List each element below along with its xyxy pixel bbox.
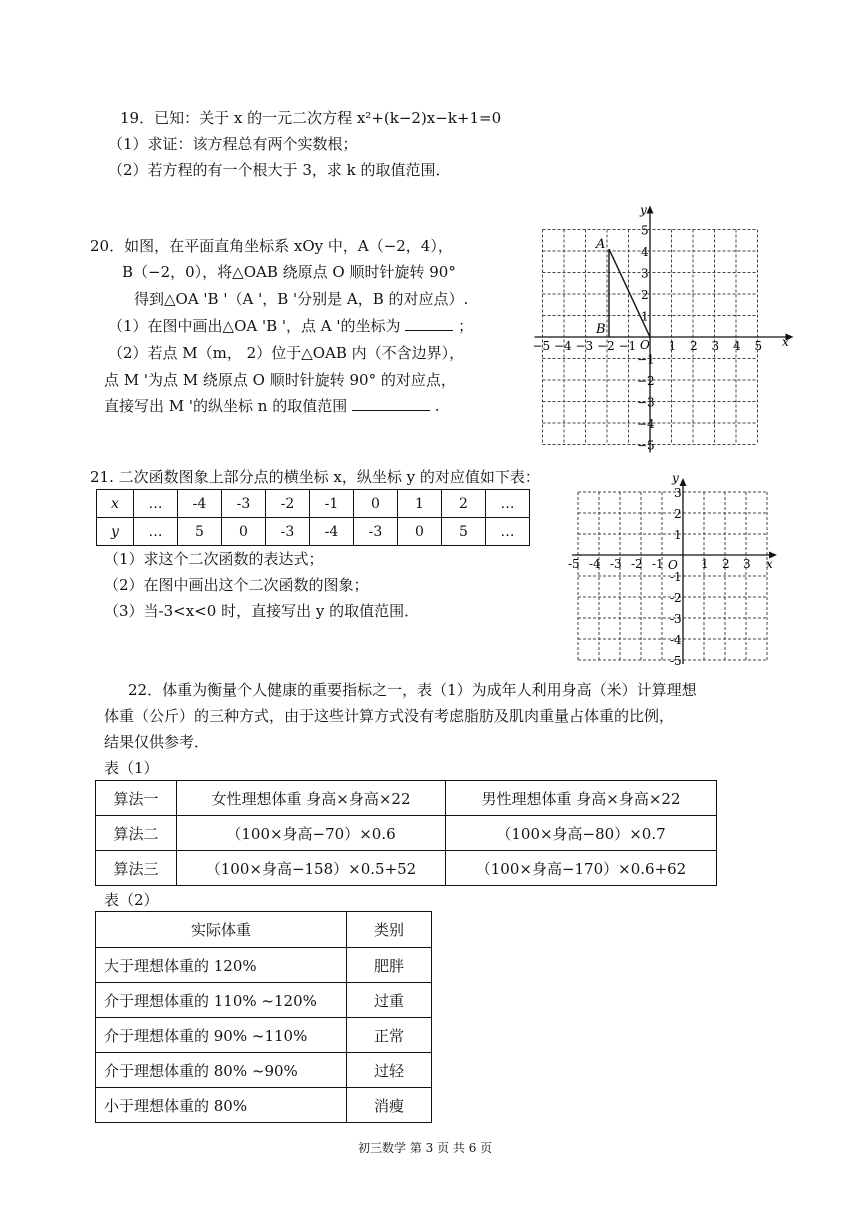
weight-category: 过重 (347, 983, 432, 1018)
y-tick-label: -4 (670, 633, 682, 647)
weight-category: 过轻 (347, 1053, 432, 1088)
x-tick-label: -3 (610, 557, 622, 571)
weight-category: 正常 (347, 1018, 432, 1053)
x-axis-label-21: x (766, 557, 773, 571)
x-tick-label: 2 (690, 339, 698, 353)
q20-line7-end: . (434, 397, 440, 415)
table-row (96, 948, 432, 983)
q19-line2: （1）求证：该方程总有两个实数根； (108, 135, 358, 153)
q21-row-x (97, 490, 530, 518)
x-tick-label: 4 (733, 339, 741, 353)
q22-line1: 22．体重为衡量个人健康的重要指标之一，表（1）为成年人利用身高（米）计算理想 (128, 681, 697, 699)
weight-category: 消瘦 (347, 1088, 432, 1123)
q21-x-cell: 2 (442, 490, 486, 518)
q21-y-cell: 5 (178, 518, 222, 546)
q22-line3: 结果仅供参考． (104, 733, 210, 751)
point-b-label: B (596, 322, 606, 337)
y-tick-label: -3 (670, 612, 682, 626)
x-tick-label: −3 (575, 339, 594, 353)
q22-line2: 体重（公斤）的三种方式，由于这些计算方式没有考虑脂肪及肌肉重量占体重的比例， (104, 707, 675, 725)
q21-y-cell: 0 (398, 518, 442, 546)
q20-line2: B（−2，0），将△OAB 绕原点 O 顺时针旋转 90° (122, 263, 456, 281)
q20-line7-text: 直接写出 M '的纵坐标 n 的取值范围 (104, 397, 348, 415)
x-tick-label: -2 (631, 557, 643, 571)
q21-line2: （1）求这个二次函数的表达式； (104, 550, 324, 568)
origin-label-21: O (668, 558, 678, 572)
weight-range: 大于理想体重的 120% (96, 948, 347, 983)
q21-x-cell: … (486, 490, 530, 518)
weight-range: 小于理想体重的 80% (96, 1088, 347, 1123)
y-tick-label: 4 (641, 245, 649, 259)
ideal-weight-table (95, 780, 717, 886)
q21-x-cell: -1 (310, 490, 354, 518)
y-tick-label: 2 (674, 507, 682, 521)
q20-line7 (104, 396, 440, 416)
header-category: 类别 (347, 912, 432, 948)
x-tick-label: -5 (568, 557, 580, 571)
table-row (96, 1088, 432, 1123)
q20-line5: （2）若点 M（m， 2）位于△OAB 内（不含边界）， (108, 344, 465, 362)
y-tick-label: 1 (641, 309, 649, 324)
x-tick-label: −5 (532, 339, 551, 353)
x-tick-label: −1 (618, 339, 637, 353)
y-tick-label: -1 (670, 570, 682, 584)
q21-x-cell: 1 (398, 490, 442, 518)
x-tick-label: 1 (701, 557, 709, 571)
x-tick-label: 3 (711, 339, 720, 353)
y-tick-label: 3 (674, 486, 682, 500)
answer-blank-n-range[interactable] (352, 396, 430, 411)
q21-y-cell: -3 (354, 518, 398, 546)
female-formula: 女性理想体重 身高×身高×22 (177, 781, 446, 816)
header-actual-weight: 实际体重 (96, 912, 347, 948)
y-tick-label: 1 (674, 528, 682, 542)
table-row (96, 983, 432, 1018)
female-formula: （100×身高−158）×0.5+52 (177, 851, 446, 886)
table-row (96, 816, 717, 851)
point-a-label: A (596, 237, 606, 252)
table1-caption: 表（1） (104, 759, 159, 777)
y-tick-label: -2 (670, 591, 682, 605)
x-tick-label: 5 (754, 339, 763, 353)
y-axis-arrow (680, 478, 687, 486)
x-tick-label: -4 (589, 557, 601, 571)
x-tick-label: −4 (554, 339, 572, 353)
table2-caption: 表（2） (104, 891, 159, 909)
female-formula: （100×身高−70）×0.6 (177, 816, 446, 851)
q21-x-cell: -4 (178, 490, 222, 518)
weight-range: 介于理想体重的 110% ~120% (96, 983, 347, 1018)
q21-row-x-label: x (97, 490, 134, 518)
q19-line3: （2）若方程的有一个根大于 3，求 k 的取值范围． (108, 161, 451, 179)
q21-line4: （3）当-3<x<0 时，直接写出 y 的取值范围． (104, 602, 420, 620)
q20-axes (532, 206, 794, 453)
q21-value-table (96, 489, 530, 546)
q20-line3: 得到△OA 'B '（A '，B '分别是 A，B 的对应点）. (134, 290, 469, 308)
q20-line4-text: （1）在图中画出△OA 'B '，点 A '的坐标为 (108, 317, 401, 335)
y-tick-label: 5 (641, 223, 649, 238)
q21-y-cell: … (486, 518, 530, 546)
y-axis-label: y (640, 203, 647, 217)
q19-line1: 19．已知：关于 x 的一元二次方程 x²+(k−2)x−k+1=0 (120, 109, 502, 127)
weight-category: 肥胖 (347, 948, 432, 983)
q20-line4-end: ； (458, 317, 474, 335)
y-axis-arrow (647, 206, 654, 214)
method-name: 算法三 (96, 851, 177, 886)
y-tick-label: −3 (637, 395, 655, 410)
y-axis-label-21: y (672, 471, 679, 485)
x-tick-label: 2 (722, 557, 730, 571)
method-name: 算法一 (96, 781, 177, 816)
q20-line6: 点 M '为点 M 绕原点 O 顺时针旋转 90° 的对应点， (104, 371, 456, 389)
q21-x-cell: 0 (354, 490, 398, 518)
weight-range: 介于理想体重的 90% ~110% (96, 1018, 347, 1053)
q21-x-cell: … (134, 490, 178, 518)
table-row (96, 1018, 432, 1053)
male-formula: （100×身高−170）×0.6+62 (446, 851, 717, 886)
q20-line1: 20．如图，在平面直角坐标系 xOy 中，A（−2，4）， (90, 237, 453, 255)
origin-label: O (640, 338, 650, 352)
q21-y-cell: -4 (310, 518, 354, 546)
male-formula: （100×身高−80）×0.7 (446, 816, 717, 851)
answer-blank-a-prime[interactable] (405, 316, 453, 331)
y-tick-label: −5 (637, 438, 655, 453)
y-tick-label: −1 (637, 352, 655, 367)
weight-category-table (95, 911, 432, 1123)
y-tick-label: 2 (641, 288, 649, 302)
q21-y-cell: … (134, 518, 178, 546)
q21-row-y (97, 518, 530, 546)
page-footer: 初三数学 第 3 页 共 6 页 (358, 1141, 493, 1155)
q21-x-cell: -2 (266, 490, 310, 518)
table-header-row (96, 912, 432, 948)
q20-line4 (108, 316, 473, 336)
weight-range: 介于理想体重的 80% ~90% (96, 1053, 347, 1088)
x-tick-label: 1 (668, 339, 677, 353)
x-tick-label: −2 (597, 339, 615, 353)
q21-y-cell: 5 (442, 518, 486, 546)
x-tick-label: -1 (652, 557, 664, 571)
q21-y-cell: -3 (266, 518, 310, 546)
q21-row-y-label: y (97, 518, 134, 546)
q20-coordinate-graph (490, 200, 800, 460)
table-row (96, 1053, 432, 1088)
table-row (96, 781, 717, 816)
q21-coordinate-graph (560, 470, 785, 680)
q21-y-cell: 0 (222, 518, 266, 546)
q21-line1: 21. 二次函数图象上部分点的横坐标 x，纵坐标 y 的对应值如下表： (90, 468, 540, 486)
male-formula: 男性理想体重 身高×身高×22 (446, 781, 717, 816)
x-tick-label: 3 (743, 557, 751, 571)
q21-x-cell: -3 (222, 490, 266, 518)
y-tick-label: 3 (641, 266, 649, 281)
table-row (96, 851, 717, 886)
y-tick-label: −4 (637, 417, 655, 431)
method-name: 算法二 (96, 816, 177, 851)
q21-line3: （2）在图中画出这个二次函数的图象； (104, 576, 369, 594)
x-axis-label: x (782, 335, 789, 349)
y-tick-label: −2 (637, 374, 655, 388)
y-tick-label: -5 (670, 654, 682, 668)
